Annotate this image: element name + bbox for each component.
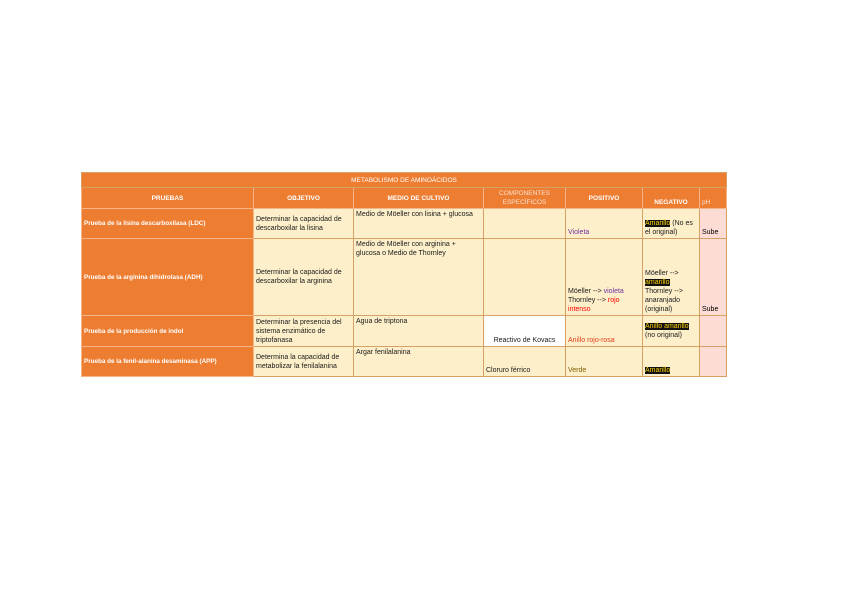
positivo-line-moeller [568,287,640,296]
prueba-cell: Prueba de la lisina descarboxilasa (LDC) [82,209,254,239]
negativo-line-2: (no original) [645,332,682,339]
prueba-cell: Prueba de la arginina dihidrolasa (ADH) [82,239,254,316]
negativo-cell [643,239,700,316]
table-row-ldc [82,209,727,239]
objetivo-cell: Determinar la capacidad de descarboxilar la lisina [254,209,354,239]
ph-cell [700,347,727,377]
objetivo-cell: Determinar la presencia del sistema enzimático de triptofanasa [254,316,354,347]
ph-cell [700,316,727,347]
negativo-line-3: Thornley --> anaranjado (original) [645,288,683,313]
table-row-app [82,347,727,377]
amino-acid-metabolism-table [81,172,727,377]
negativo-highlight: Amarillo [645,220,671,227]
ph-cell: Sube [700,209,727,239]
positivo-label: Möeller --> [568,288,604,295]
header-positivo: POSITIVO [566,188,643,209]
negativo-highlight: Amarillo [645,367,671,374]
componentes-cell: Reactivo de Kovacs [484,316,566,347]
negativo-cell [643,316,700,347]
table-title: METABOLISMO DE AMINOÁCIDOS [82,173,727,188]
positivo-value: Violeta [568,229,590,236]
header-row [82,188,727,209]
negativo-highlight: amarillo [645,279,670,286]
positivo-value: violeta [603,288,624,295]
negativo-note: (No es el original) [645,220,693,236]
medio-cell: Medio de Möeller con lisina + glucosa [354,209,484,239]
table-row-indol [82,316,727,347]
objetivo-cell: Determina la capacidad de metabolizar la fenilalanina [254,347,354,377]
negativo-line-1: Möeller --> [645,270,679,277]
positivo-cell [566,239,643,316]
header-objetivo: OBJETIVO [254,188,354,209]
prueba-cell: Prueba de la fenil-alanina desaminasa (APP) [82,347,254,377]
negativo-line-2 [645,278,697,287]
positivo-value: Verde [568,367,587,374]
positivo-label: Thornley --> [568,297,608,304]
header-negativo: NEGATIVO [643,188,700,209]
medio-cell: Agua de triptona [354,316,484,347]
header-pruebas: PRUEBAS [82,188,254,209]
positivo-cell [566,209,643,239]
positivo-line-thornley [568,296,640,314]
negativo-cell [643,347,700,377]
title-row [82,173,727,188]
positivo-value: rojo intenso [568,297,620,313]
table-row-adh [82,239,727,316]
positivo-cell [566,347,643,377]
objetivo-cell: Determinar la capacidad de descarboxilar la arginina [254,239,354,316]
header-componentes: COMPONENTES ESPECÍFICOS [484,188,566,209]
header-ph: pH [700,188,727,209]
componentes-cell [484,239,566,316]
medio-cell: Argar fenilalanina [354,347,484,377]
ph-cell: Sube [700,239,727,316]
componentes-cell [484,209,566,239]
componentes-cell: Cloruro férrico [484,347,566,377]
negativo-cell [643,209,700,239]
positivo-cell [566,316,643,347]
medio-cell: Medio de Möeller con arginina + glucosa o Medio de Thornley [354,239,484,316]
header-medio: MEDIO DE CULTIVO [354,188,484,209]
positivo-value: Anillo rojo-rosa [568,337,615,344]
negativo-line-1 [645,322,697,331]
prueba-cell: Prueba de la producción de indol [82,316,254,347]
negativo-highlight: Anillo amarillo [645,323,689,330]
